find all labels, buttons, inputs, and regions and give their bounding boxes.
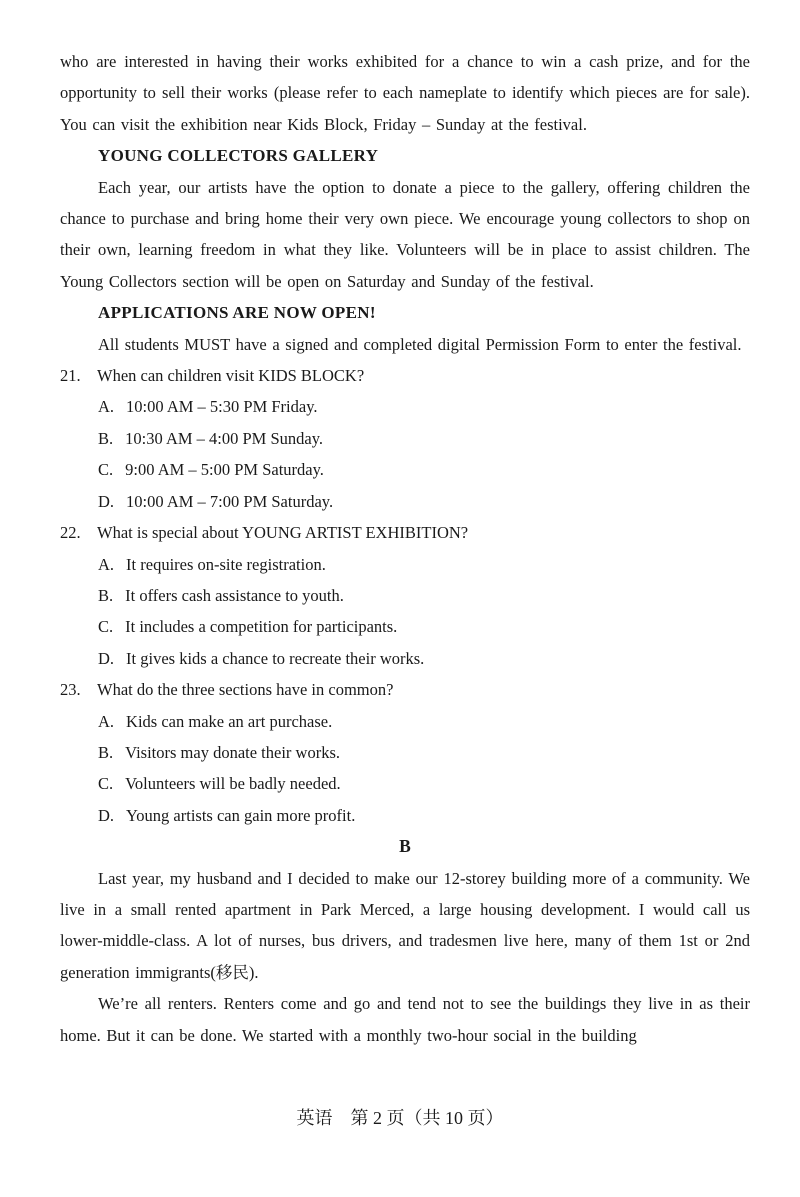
question-21-option-d	[60, 486, 750, 517]
section-body-young-collectors: Each year, our artists have the option to donate a piece to the gallery, offering children the chance to purchase and bring home their very own piece. We encourage young collectors to shop on their own, learning freedom in what they like. Volunteers will be in place to assist children. The Young Collectors section will be open on Saturday and Sunday of the festival.	[60, 177, 750, 291]
option-label: B.	[98, 585, 114, 605]
page-content	[60, 46, 750, 1051]
question-21-option-b	[60, 423, 750, 454]
question-23-stem	[60, 674, 750, 705]
option-label: B.	[98, 428, 114, 448]
footer-page-info: 第 2 页（共 10 页）	[350, 1108, 504, 1128]
question-23-option-b	[60, 737, 750, 768]
question-21-stem	[60, 360, 750, 391]
question-22	[60, 517, 750, 674]
option-label: C.	[98, 774, 114, 794]
option-text: It gives kids a chance to recreate their works.	[126, 648, 425, 668]
option-text: Volunteers will be badly needed.	[125, 774, 341, 794]
option-text: Kids can make an art purchase.	[126, 711, 333, 731]
question-number: 21.	[60, 366, 81, 386]
option-text: 9:00 AM – 5:00 PM Saturday.	[125, 460, 324, 480]
question-22-option-a	[60, 549, 750, 580]
passage-b-paragraph-1: Last year, my husband and I decided to make our 12-storey building more of a community. We live in a small rented apartment in Park Merced, a large housing development. I would call us lower-middle-class. A lot of nurses, bus drivers, and tradesmen live here, many of them 1st or 2nd generation immigrants(移民).	[60, 868, 750, 982]
page-footer	[0, 1103, 800, 1133]
question-23-option-a	[60, 706, 750, 737]
question-23	[60, 674, 750, 831]
option-label: A.	[98, 554, 115, 574]
question-21-option-c	[60, 454, 750, 485]
question-22-option-d	[60, 643, 750, 674]
option-text: It offers cash assistance to youth.	[125, 585, 344, 605]
question-21	[60, 360, 750, 517]
option-text: Young artists can gain more profit.	[126, 805, 356, 825]
question-23-option-c	[60, 768, 750, 799]
section-heading-applications: APPLICATIONS ARE NOW OPEN!	[98, 303, 376, 323]
option-text: 10:00 AM – 5:30 PM Friday.	[126, 397, 318, 417]
option-text: 10:30 AM – 4:00 PM Sunday.	[125, 428, 324, 448]
option-text: It requires on-site registration.	[126, 554, 326, 574]
question-21-option-a	[60, 391, 750, 422]
passage-b-paragraph-2: We’re all renters. Renters come and go and tend not to see the buildings they live in as their home. But it can be done. We started with a monthly two-hour social in the building	[60, 994, 750, 1045]
section-heading-young-collectors: YOUNG COLLECTORS GALLERY	[98, 146, 379, 166]
option-label: A.	[98, 397, 115, 417]
option-label: C.	[98, 460, 114, 480]
option-label: D.	[98, 805, 115, 825]
question-number: 22.	[60, 523, 81, 543]
option-text: Visitors may donate their works.	[125, 742, 340, 762]
question-number: 23.	[60, 680, 81, 700]
question-text: What is special about YOUNG ARTIST EXHIBITION?	[97, 523, 469, 543]
option-label: B.	[98, 742, 114, 762]
question-text: When can children visit KIDS BLOCK?	[97, 366, 365, 386]
passage-b-label: B	[399, 836, 411, 857]
option-label: D.	[98, 648, 115, 668]
question-text: What do the three sections have in common?	[97, 680, 394, 700]
option-text: It includes a competition for participants.	[125, 617, 398, 637]
question-23-option-d	[60, 800, 750, 831]
option-label: A.	[98, 711, 115, 731]
question-22-stem	[60, 517, 750, 548]
intro-paragraph: who are interested in having their works exhibited for a chance to win a cash prize, and for the opportunity to sell their works (please refer to each nameplate to identify which pieces are for sale). You can visit the exhibition near Kids Block, Friday – Sunday at the festival.	[60, 52, 750, 134]
option-text: 10:00 AM – 7:00 PM Saturday.	[126, 491, 334, 511]
option-label: C.	[98, 617, 114, 637]
section-body-applications: All students MUST have a signed and completed digital Permission Form to enter the festival.	[98, 334, 742, 354]
option-label: D.	[98, 491, 115, 511]
question-22-option-b	[60, 580, 750, 611]
question-22-option-c	[60, 611, 750, 642]
footer-subject: 英语	[296, 1108, 333, 1128]
